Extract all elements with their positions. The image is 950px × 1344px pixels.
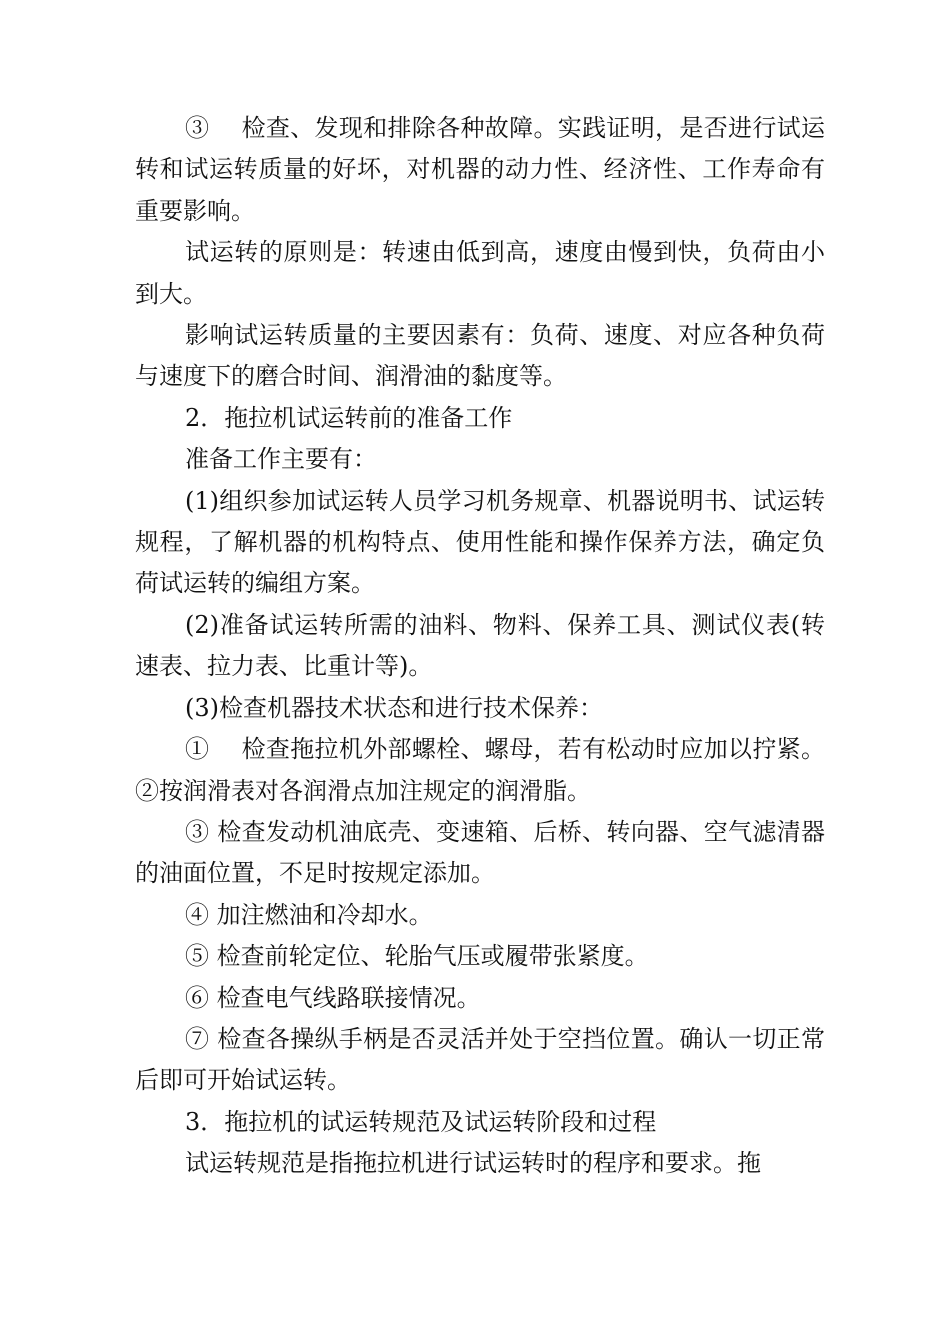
sub-item-1-2: ① 检查拖拉机外部螺栓、螺母，若有松动时应加以拧紧。②按润滑表对各润滑点加注规定的润滑脂。 [135,735,825,805]
paragraph-specification: 试运转规范是指拖拉机进行试运转时的程序和要求。拖 [185,1149,761,1178]
paragraph-quality-factors: 影响试运转质量的主要因素有：负荷、速度、对应各种负荷与速度下的磨合时间、润滑油的黏度等。 [135,321,825,391]
list-item-1: (1)组织参加试运转人员学习机务规章、机器说明书、试运转规程，了解机器的机构特点、使用性能和操作保养方法，确定负荷试运转的编组方案。 [135,486,825,598]
section-heading-specification: 3．拖拉机的试运转规范及试运转阶段和过程 [185,1107,657,1136]
list-item-3: (3)检查机器技术状态和进行技术保养： [185,693,603,722]
list-item-2: (2)准备试运转所需的油料、物料、保养工具、测试仪表(转速表、拉力表、比重计等)。 [135,610,825,681]
sub-item-3: ③ 检查发动机油底壳、变速箱、后桥、转向器、空气滤清器的油面位置，不足时按规定添加。 [135,817,825,888]
document-body [135,108,825,1185]
paragraph-principle: 试运转的原则是：转速由低到高，速度由慢到快，负荷由小到大。 [135,238,825,308]
paragraph-fault-check: ③ 检查、发现和排除各种故障。实践证明，是否进行试运转和试运转质量的好坏，对机器的动力性、经济性、工作寿命有重要影响。 [135,114,825,225]
sub-item-6: ⑥ 检查电气线路联接情况。 [185,983,481,1012]
section-heading-preparation: 2．拖拉机试运转前的准备工作 [185,403,513,432]
paragraph-preparation-intro: 准备工作主要有： [185,445,377,474]
sub-item-4: ④ 加注燃油和冷却水。 [185,900,433,929]
sub-item-5: ⑤ 检查前轮定位、轮胎气压或履带张紧度。 [185,942,649,971]
sub-item-7: ⑦ 检查各操纵手柄是否灵活并处于空挡位置。确认一切正常后即可开始试运转。 [135,1024,825,1095]
